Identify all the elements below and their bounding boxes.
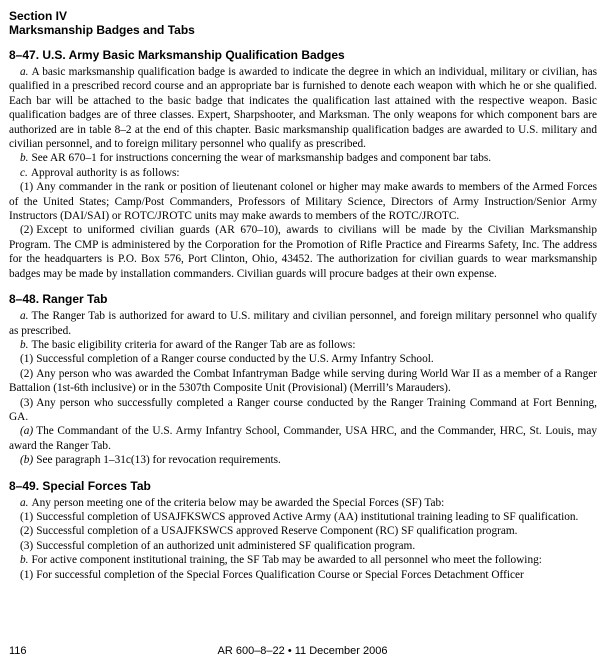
paragraph: (1) Successful completion of a Ranger course conducted by the U.S. Army Infantry School. (20, 353, 434, 366)
paragraph: b. See AR 670–1 for instructions concerning the wear of marksmanship badges and component bar tabs. (20, 152, 492, 165)
page-footer (0, 645, 605, 657)
section-paragraphs (9, 496, 597, 582)
paragraph: (1) For successful completion of the Special Forces Qualification Course or Special Forces Detachment Officer (20, 568, 524, 581)
paragraph-label: a. (20, 310, 29, 323)
section-heading: 8–48. Ranger Tab (9, 292, 108, 307)
regulation-section (9, 479, 597, 582)
paragraph-label: (3) (20, 396, 34, 409)
paragraph-label: (1) (20, 510, 34, 523)
paragraph-label: (1) (20, 568, 34, 581)
paragraph: a. The Ranger Tab is authorized for award to U.S. military and civilian personnel, and foreign military personnel who qualify as prescribed. (9, 310, 597, 337)
paragraph-label: a. (20, 66, 29, 78)
section-heading: 8–47. U.S. Army Basic Marksmanship Qualification Badges (9, 48, 345, 62)
footer-document-id: AR 600–8–22 • 11 December 2006 (217, 645, 388, 657)
paragraph: (2) Any person who was awarded the Combat Infantryman Badge while serving during World War II as a member of a Ranger Battalion (1st-6th inclusive) or in the 5307th Composite Unit (Provisional) (Merrill’s Marauders). (9, 367, 597, 395)
paragraph-label: b. (20, 152, 29, 165)
paragraph-label: (3) (20, 539, 34, 552)
section-heading: 8–49. Special Forces Tab (9, 478, 151, 493)
paragraph-label: (2) (20, 525, 34, 538)
regulation-section (9, 292, 597, 467)
paragraph: c. Approval authority is as follows: (20, 166, 180, 179)
paragraph: (1) Successful completion of USAJFKSWCS approved Active Army (AA) institutional training leading to SF qualification. (20, 510, 579, 523)
paragraph-label: b. (20, 338, 29, 351)
paragraph-label: (2) (20, 224, 34, 237)
paragraph-label: a. (20, 496, 29, 509)
section-paragraphs (9, 65, 597, 281)
paragraph: (3) Any person who successfully completed a Ranger course conducted by the Ranger Training Command at Fort Benning, GA. (9, 396, 597, 423)
paragraph-label: b. (20, 554, 29, 567)
paragraph: b. The basic eligibility criteria for award of the Ranger Tab are as follows: (20, 338, 356, 351)
paragraph-label: c. (20, 166, 28, 179)
document-section-header (9, 9, 597, 37)
section-title: Marksmanship Badges and Tabs (9, 23, 195, 37)
paragraph: a. Any person meeting one of the criteria below may be awarded the Special Forces (SF) Tab: (20, 496, 445, 509)
section-label: Section IV (9, 9, 68, 23)
section-paragraphs (9, 309, 597, 467)
sections (9, 48, 597, 582)
paragraph: a. A basic marksmanship qualification badge is awarded to indicate the degree in which an individual, military or civilian, has qualified in a prescribed record course and an appropriate bar is furnished to denote each weapon with which he or she qualified. Each bar will be attached to the basic badge that indicates the qualification last attained with the respective weapon. Basic qualification badges are of three classes. Expert, Sharpshooter, and Marksman. The only weapons for which component bars are authorized are in table 8–2 at the end of this chapter. Basic marksmanship qualification badges are awarded to U.S. military and civilian personnel, and to foreign military personnel who qualify as prescribed. (9, 66, 597, 151)
paragraph-label: (2) (20, 367, 34, 380)
paragraph-label: (a) (20, 425, 34, 438)
paragraph: (3) Successful completion of an authorized unit administered SF qualification program. (20, 539, 416, 552)
paragraph-label: (1) (20, 353, 34, 366)
regulation-section (9, 48, 597, 281)
paragraph-label: (b) (20, 454, 34, 467)
paragraph: (2) Except to uniformed civilian guards (AR 670–10), awards to civilians will be made by the Civilian Marksmanship Program. The CMP is administered by the Corporation for the Promotion of Rifle Practice and Firearms Safety, Inc. The address for the headquarters is P.O. Box 576, Port Clinton, Ohio, 43452. The authorization for civilian guards to wear marksmanship badges may be made by installation commanders. Civilian guards will procure badges at their own expense. (9, 224, 597, 280)
paragraph: (2) Successful completion of a USAJFKSWCS approved Reserve Component (RC) SF qualification program. (20, 525, 518, 538)
paragraph: (a) The Commandant of the U.S. Army Infantry School, Commander, USA HRC, and the Commander, HRC, St. Louis, may award the Ranger Tab. (9, 425, 597, 452)
paragraph: (b) See paragraph 1–31c(13) for revocation requirements. (20, 454, 281, 467)
footer-page-number: 116 (9, 645, 27, 657)
paragraph: b. For active component institutional training, the SF Tab may be awarded to all personnel who meet the following: (20, 554, 542, 567)
paragraph: (1) Any commander in the rank or position of lieutenant colonel or higher may make awards to members of the Armed Forces of the United States; Camp/Post Commanders, Professors of Military Science, Directors of Army Instruction/Senior Army Instructors (DAI/SAI) or ROTC/JROTC units may make awards to members of the ROTC/JROTC. (9, 181, 597, 223)
paragraph-label: (1) (20, 181, 34, 194)
